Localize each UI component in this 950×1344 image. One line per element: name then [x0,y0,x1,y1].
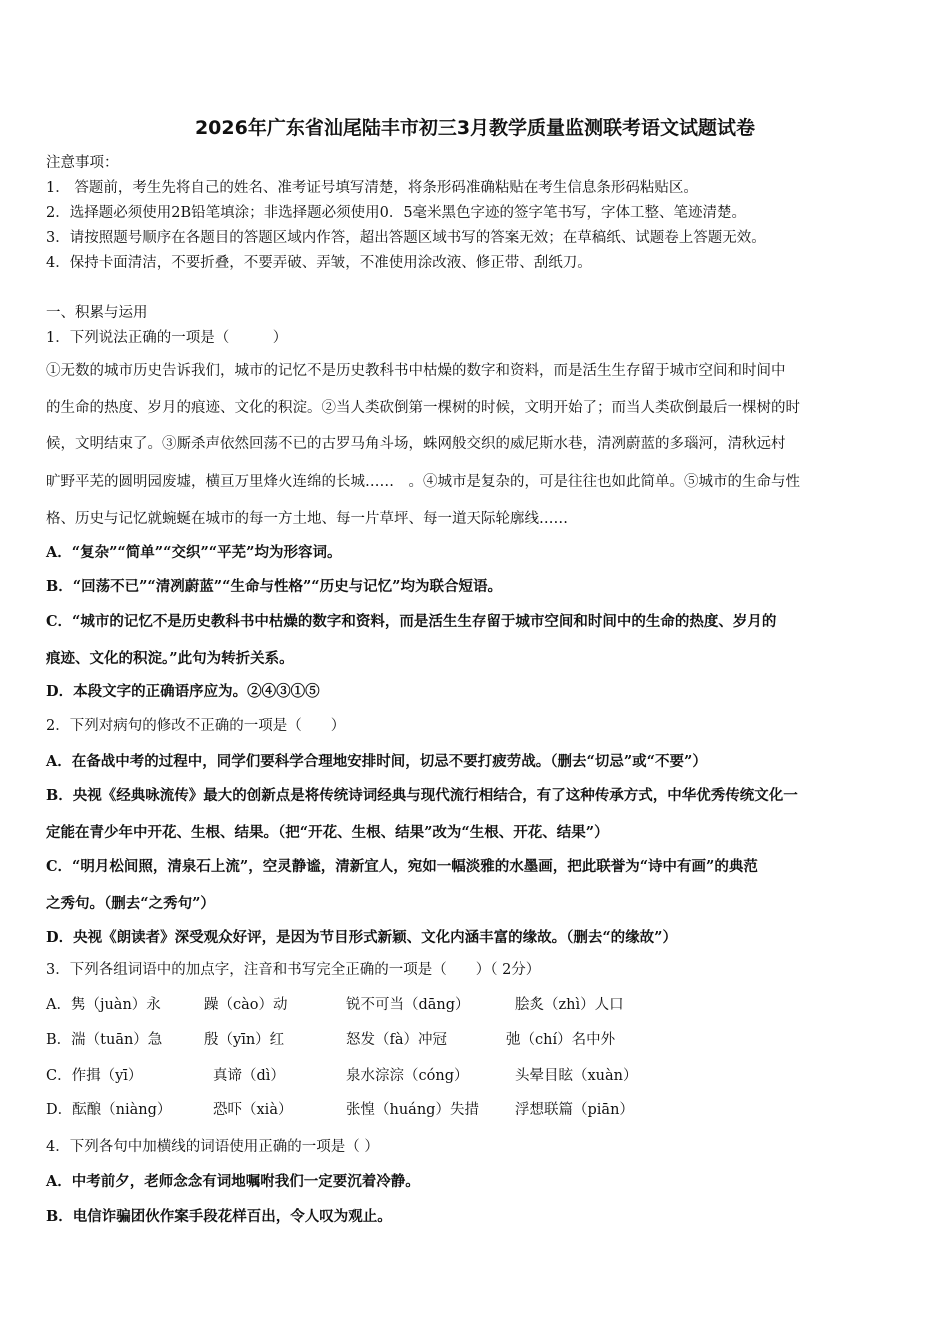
option-cell: 真谛（dì） [213,1068,285,1084]
option-cell: D．酝酿（niàng） [46,1102,172,1118]
question-3-option-c [46,1066,912,1086]
option-cell: 怒发（fà）冲冠 [346,1032,448,1048]
question-2-option-a: A．在备战中考的过程中，同学们要科学合理地安排时间，切忌不要打疲劳战。（删去“切忌”或“不要”） [46,753,707,770]
option-cell: 锐不可当（dāng） [346,997,470,1013]
question-1-option-d: D．本段文字的正确语序应为。②④③①⑤ [46,683,320,700]
section-heading: 一、积累与运用 [46,305,148,321]
question-3-option-d [46,1100,912,1120]
page-title: 2026年广东省汕尾陆丰市初三3月教学质量监测联考语文试题试卷 [194,117,756,139]
option-cell: 弛（chí）名中外 [506,1032,616,1048]
question-1-passage-line: ①无数的城市历史告诉我们，城市的记忆不是历史教科书中枯燥的数字和资料，而是活生生存留于城市空间和时间中 [46,363,786,379]
question-2-stem: 2．下列对病句的修改不正确的一项是（ ） [46,718,346,734]
question-1-passage-line: 格、历史与记忆就蜿蜒在城市的每一方土地、每一片草坪、每一道天际轮廓线…… [46,511,568,527]
question-2-option-b-cont: 定能在青少年中开花、生根、结果。（把“开花、生根、结果”改为“生根、开花、结果”） [46,824,609,841]
question-3-stem: 3．下列各组词语中的加点字，注音和书写完全正确的一项是（ ）（ 2分） [46,962,541,978]
option-cell: A．隽（juàn）永 [46,997,161,1013]
notice-item: 1． 答题前，考生先将自己的姓名、准考证号填写清楚，将条形码准确粘贴在考生信息条形码粘贴区。 [46,180,698,196]
question-1-option-a: A．“复杂”“简单”“交织”“平芜”均为形容词。 [46,544,342,561]
option-cell: 恐吓（xià） [213,1102,293,1118]
option-cell: 张惶（huáng）失措 [346,1102,479,1118]
notice-heading: 注意事项： [46,155,119,171]
question-2-option-b: B．央视《经典咏流传》最大的创新点是将传统诗词经典与现代流行相结合，有了这种传承方式，中华优秀传统文化一 [46,787,798,804]
question-2-option-c: C．“明月松间照，清泉石上流”，空灵静谧，清新宜人，宛如一幅淡雅的水墨画，把此联誉为“诗中有画”的典范 [46,858,758,875]
option-cell: 躁（cào）动 [204,997,288,1013]
option-cell: 浮想联篇（piān） [515,1102,634,1118]
question-1-option-c: C．“城市的记忆不是历史教科书中枯燥的数字和资料，而是活生生存留于城市空间和时间中的生命的热度、岁月的 [46,613,777,630]
notice-item: 4．保持卡面清洁，不要折叠，不要弄破、弄皱，不准使用涂改液、修正带、刮纸刀。 [46,255,592,271]
option-cell: 头晕目眩（xuàn） [515,1068,638,1084]
option-cell: C．作揖（yī） [46,1068,143,1084]
question-2-option-d: D．央视《朗读者》深受观众好评，是因为节目形式新颖、文化内涵丰富的缘故。（删去“的缘故”） [46,929,678,946]
question-1-passage-line: 的生命的热度、岁月的痕迹、文化的积淀。②当人类砍倒第一棵树的时候，文明开始了；而当人类砍倒最后一棵树的时 [46,400,800,416]
question-1-stem: 1．下列说法正确的一项是（ ） [46,330,288,346]
question-4-option-b: B．电信诈骗团伙作案手段花样百出，令人叹为观止。 [46,1208,392,1225]
question-1-passage-line: 候，文明结束了。③厮杀声依然回荡不已的古罗马角斗场，蛛网般交织的威尼斯水巷，清冽蔚蓝的多瑙河，清秋远村 [46,436,786,452]
option-cell: 泉水淙淙（cóng） [346,1068,469,1084]
question-1-passage-line: 旷野平芜的圆明园废墟，横亘万里烽火连绵的长城…… 。④城市是复杂的，可是往往也如此简单。⑤城市的生命与性 [46,474,800,490]
option-cell: 殷（yīn）红 [204,1032,285,1048]
question-3-option-a [46,995,912,1015]
option-cell: 脍炙（zhì）人口 [515,997,624,1013]
question-1-option-c-cont: 痕迹、文化的积淀。”此句为转折关系。 [46,650,294,667]
question-1-option-b: B．“回荡不已”“清冽蔚蓝”“生命与性格”“历史与记忆”均为联合短语。 [46,578,502,595]
question-4-option-a: A．中考前夕，老师念念有词地嘱咐我们一定要沉着冷静。 [46,1173,420,1190]
question-2-option-c-cont: 之秀句。（删去“之秀句”） [46,895,215,912]
question-3-option-b [46,1030,912,1050]
question-4-stem: 4．下列各句中加横线的词语使用正确的一项是（ ） [46,1139,379,1155]
notice-item: 2．选择题必须使用2B铅笔填涂；非选择题必须使用0．5毫米黑色字迹的签字笔书写，字体工整、笔迹清楚。 [46,205,747,221]
notice-item: 3．请按照题号顺序在各题目的答题区域内作答，超出答题区域书写的答案无效；在草稿纸、试题卷上答题无效。 [46,230,766,246]
option-cell: B．湍（tuān）急 [46,1032,163,1048]
